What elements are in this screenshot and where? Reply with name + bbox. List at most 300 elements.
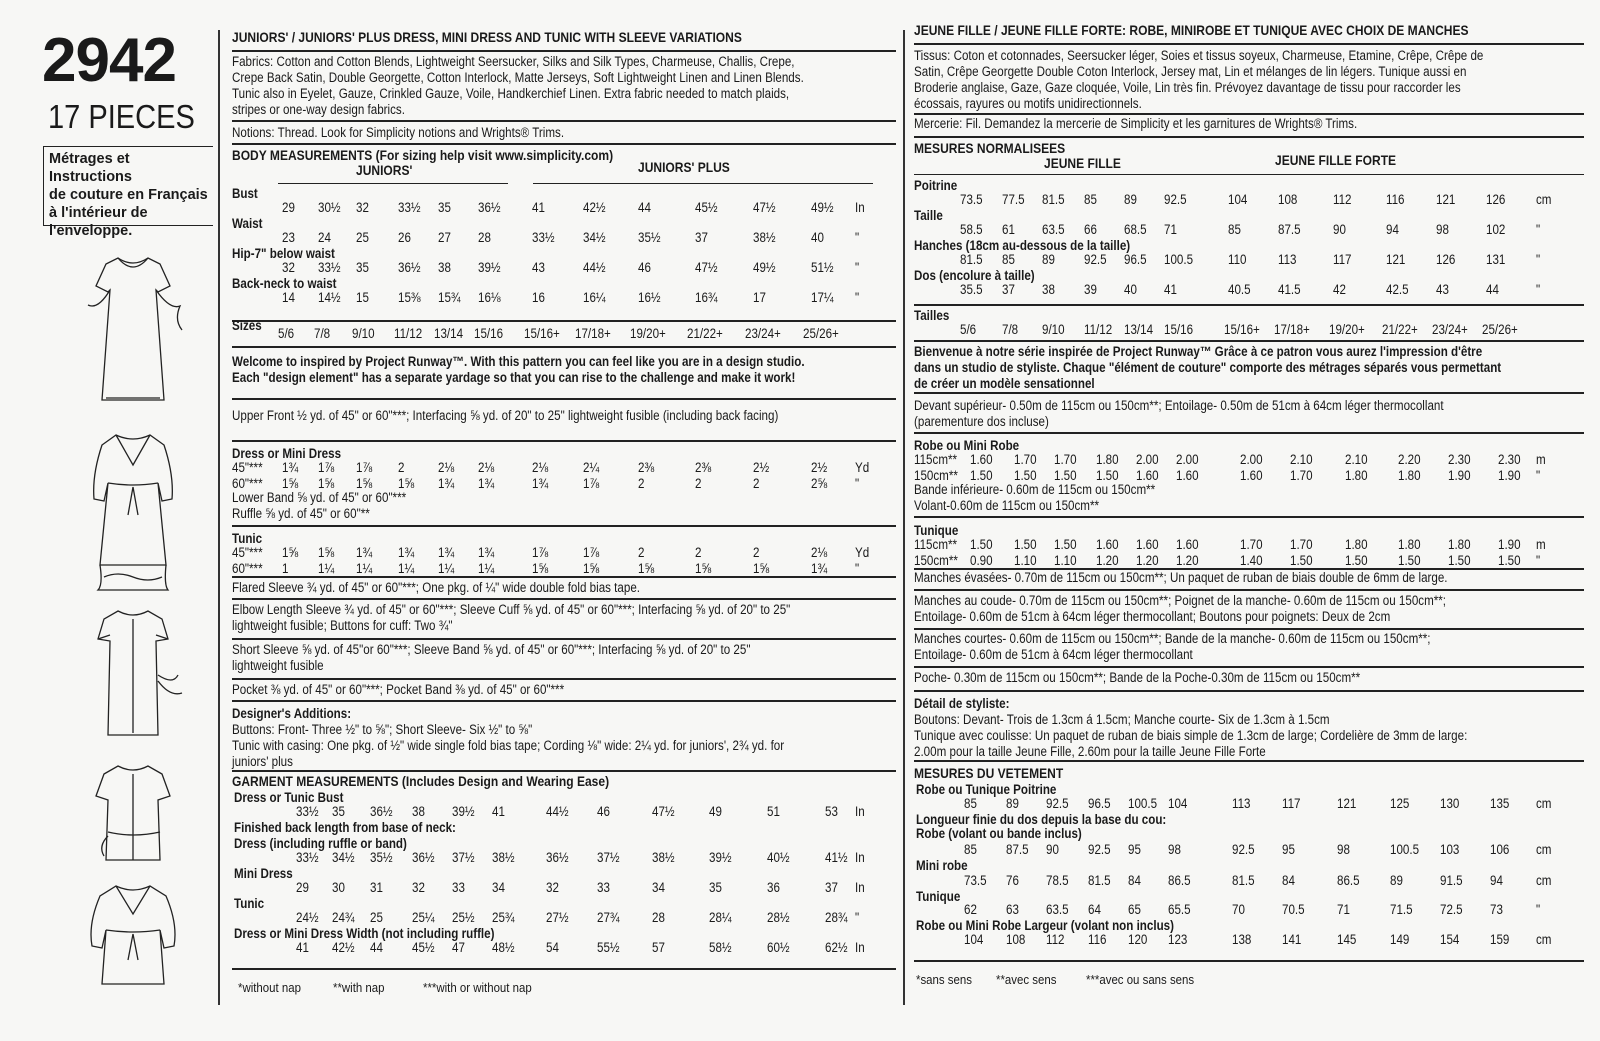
garment-unit: In [855,880,865,895]
garment-cell: 81.5 [1088,873,1111,888]
rule [232,576,896,578]
measure-cell: 47½ [753,200,776,215]
yardage-cell: 1.20 [1096,553,1119,568]
yardage-cell: 1.50 [970,468,993,483]
garment-cell: 96.5 [1088,796,1111,811]
garment-cell: 38½ [652,850,675,865]
yardage-cell: 1.50 [970,537,993,552]
rule [232,678,896,680]
garment-cell: 89 [1390,873,1403,888]
garment-title: GARMENT MEASUREMENTS (Includes Design and Wearing Ease) [232,773,610,789]
size-cell: 5/6 [278,326,295,341]
yardage-cell: 1⅝ [318,476,335,491]
garment-label: Dress or Mini Dress Width (not including ruffle) [234,926,495,941]
measure-cell: 63.5 [1042,222,1065,237]
garment-cell: 116 [1088,932,1107,947]
pattern-number: 2942 [42,26,176,95]
fabrics-line: Crepe Back Satin, Double Georgette, Cotton Interlock, Matte Jerseys, Soft Lightweight Linen and Linen Blends. [232,70,804,85]
elbow-sleeve: Elbow Length Sleeve ¾ yd. of 45" or 60"***; Sleeve Cuff ⅝ yd. of 45" or 60"***; Interfacing ⅝ yd. of 20" to 25" [232,602,791,617]
sizes-label: Tailles [914,308,950,323]
measure-cell: 35½ [638,230,661,245]
measure-label: Hanches (18cm au-dessous de la taille) [914,238,1131,253]
garment-cell: 39½ [452,804,475,819]
yardage-cell: 2⅝ [811,476,828,491]
size-cell: 23/24+ [1432,322,1468,337]
size-cell: 17/18+ [1274,322,1310,337]
garment-cell: 106 [1490,842,1510,857]
size-cell: 13/14 [1124,322,1154,337]
yardage-cell: 1¾ [478,476,495,491]
garment-cell: 33 [452,880,465,895]
yardage-cell: 2.10 [1290,452,1313,467]
yardage-cell: 2⅜ [638,460,655,475]
yardage-cell: 2 [753,476,760,491]
garment-cell: 53 [825,804,838,819]
yardage-cell: 1.70 [1240,537,1263,552]
measure-cell: 36½ [398,260,421,275]
measure-cell: 44 [638,200,651,215]
garment-cell: 92.5 [1088,842,1111,857]
measure-cell: 33½ [398,200,421,215]
measure-cell: 71 [1164,222,1177,237]
mini-dress-short-sleeve-sketch [78,605,188,745]
fabrics-line: Fabrics: Cotton and Cotton Blends, Lightweight Seersucker, Silks and Silk Types, Charmeuse, Challis, Crepe, [232,54,795,69]
measure-label: Taille [914,208,943,223]
measure-cell: 35.5 [960,282,983,297]
garment-cell: 49 [709,804,722,819]
garment-cell: 42½ [332,940,355,955]
yardage-unit: m [1536,452,1546,467]
garment-cell: 33½ [296,804,319,819]
footnote: **avec sens [996,972,1057,987]
garment-cell: 73.5 [964,873,987,888]
garment-unit: In [855,804,865,819]
measure-label: Hip-7" below waist [232,246,335,261]
garment-cell: 60½ [767,940,790,955]
upper-front: (parementure dos incluse) [914,414,1049,429]
yardage-cell: 1⅞ [318,460,335,475]
yardage-cell: 1.90 [1448,468,1471,483]
measure-cell: 16 [532,290,545,305]
measure-cell: 110 [1228,252,1247,267]
garment-unit: In [855,940,865,955]
fabric-width-label: 60"*** [232,561,263,576]
measure-cell: 89 [1124,192,1137,207]
measure-cell: 32 [356,200,369,215]
yardage-cell: 1.60 [1176,537,1199,552]
measure-cell: 87.5 [1278,222,1301,237]
measure-cell: 41 [1164,282,1177,297]
garment-cell: 120 [1128,932,1148,947]
garment-cell: 94 [1490,873,1503,888]
sizes-label: Sizes [232,318,262,333]
measure-cell: 44½ [583,260,606,275]
measure-cell: 34½ [583,230,606,245]
garment-cell: 28¾ [825,910,848,925]
short-sleeve: Entoilage- 0.60m de 51cm à 64cm léger thermocollant [914,647,1193,662]
measure-cell: 61 [1002,222,1015,237]
yardage-cell: 1.80 [1398,537,1421,552]
measure-cell: 39 [1084,282,1097,297]
rule [232,968,896,970]
fabrics-line: Satin, Crêpe Georgette Double Coton Interlock, Jersey mat, Lin et mélanges de lin légers. Tunique aussi en [914,64,1467,79]
measure-cell: 39½ [478,260,501,275]
yardage-cell: 1.20 [1176,553,1199,568]
yardage-cell: 2 [638,476,645,491]
size-cell: 19/20+ [1329,322,1365,337]
measure-cell: 85 [1228,222,1241,237]
garment-cell: 125 [1390,796,1410,811]
measure-cell: 100.5 [1164,252,1194,267]
welcome-line: Welcome to inspired by Project Runway™. With this pattern you can feel like you are in a design studio. [232,354,805,369]
garment-cell: 29 [296,880,309,895]
measure-unit: " [1536,252,1541,267]
garment-cell: 145 [1337,932,1357,947]
garment-cell: 104 [1168,796,1188,811]
size-cell: 25/26+ [1482,322,1518,337]
welcome-line: de créer un modèle sensationnel [914,376,1095,391]
designer-line: Tunique avec coulisse: Un paquet de ruban de biais simple de 1.3cm de large; Cordelière de 3mm de large: [914,728,1468,743]
yardage-cell: 2⅜ [695,460,712,475]
yardage-cell: 1¾ [438,545,455,560]
garment-unit: " [1536,902,1541,917]
designer-line: Tunic with casing: One pkg. of ½" wide single fold bias tape; Cording ⅛" wide: 2¼ yd. for juniors', 2¾ yd. for [232,738,785,753]
garment-label: Tunic [234,896,265,911]
garment-cell: 32 [546,880,559,895]
yardage-cell: 1⅝ [356,476,373,491]
designer-line: Buttons: Front- Three ½" to ⅝"; Short Sleeve- Six ½" to ⅝" [232,722,533,737]
garment-cell: 138 [1232,932,1252,947]
garment-label: Longueur finie du dos depuis la base du cou: [916,812,1167,827]
measure-cell: 77.5 [1002,192,1025,207]
size-cell: 5/6 [960,322,977,337]
short-sleeve: Manches courtes- 0.60m de 115cm ou 150cm**; Bande de la manche- 0.60m de 115cm ou 150cm**; [914,631,1431,646]
yardage-cell: 1.50 [1398,553,1421,568]
measure-unit: In [855,200,865,215]
tunic-label: Tunique [914,523,959,538]
garment-cell: 81.5 [1232,873,1255,888]
garment-cell: 36½ [546,850,569,865]
garment-cell: 100.5 [1390,842,1420,857]
yardage-cell: 2.00 [1136,452,1159,467]
fabrics-line: Tunic also in Eyelet, Gauze, Crinkled Gauze, Voile, Handkerchief Linen. Extra fabric needed to match plaids, [232,86,790,101]
garment-label: Mini Dress [234,866,293,881]
rule [232,770,896,772]
measure-cell: 16¼ [583,290,606,305]
measure-cell: 35 [438,200,451,215]
yardage-cell: 1.40 [1240,553,1263,568]
yardage-cell: 1.60 [1240,468,1263,483]
yardage-cell: 1.20 [1136,553,1159,568]
rule [914,304,1584,306]
garment-cell: 112 [1046,932,1065,947]
measure-cell: 92.5 [1164,192,1187,207]
garment-cell: 98 [1168,842,1181,857]
size-cell: 15/16+ [1224,322,1260,337]
garment-unit: cm [1536,842,1552,857]
notions-line: Mercerie: Fil. Demandez la mercerie de Simplicity et les garnitures de Wrights® Trims. [914,116,1358,131]
rule [914,174,1584,175]
yardage-cell: 1.50 [1498,553,1521,568]
yardage-cell: 0.90 [970,553,993,568]
garment-cell: 28 [652,910,665,925]
yardage-cell: 1⅝ [638,561,655,576]
yardage-cell: 2½ [811,460,828,475]
garment-cell: 25¼ [412,910,435,925]
welcome-line: Bienvenue à notre série inspirée de Project Runway™ Grâce à ce patron vous aurez l'impression d'être [914,344,1483,359]
garment-cell: 64 [1088,902,1101,917]
yardage-unit: " [855,561,860,576]
garment-cell: 44½ [546,804,569,819]
yardage-cell: 1¾ [532,476,549,491]
garment-cell: 36 [767,880,780,895]
yardage-cell: 1¼ [438,561,455,576]
garment-cell: 44 [370,940,383,955]
yardage-cell: 2⅛ [811,545,828,560]
yardage-cell: 1.50 [1345,553,1368,568]
garment-label: Robe ou Tunique Poitrine [916,782,1057,797]
yardage-cell: 1⅝ [282,545,299,560]
measure-label: Bust [232,186,258,201]
measure-cell: 40.5 [1228,282,1251,297]
note-line: l'enveloppe. [49,223,133,239]
measure-cell: 40 [1124,282,1137,297]
yardage-cell: 1.10 [1014,553,1037,568]
measure-cell: 131 [1486,252,1506,267]
designer-line: Boutons: Devant- Trois de 1.3cm á 1.5cm; Manche courte- Six de 1.3cm à 1.5cm [914,712,1330,727]
measure-cell: 102 [1486,222,1506,237]
measure-cell: 14 [282,290,295,305]
yardage-cell: 1¾ [478,545,495,560]
measure-cell: 73.5 [960,192,983,207]
note-line: Métrages et Instructions [49,151,132,185]
garment-cell: 27½ [546,910,569,925]
rule [232,320,896,322]
rule [914,432,1584,434]
measure-cell: 113 [1278,252,1297,267]
garment-cell: 149 [1390,932,1410,947]
measure-cell: 108 [1278,192,1298,207]
group-juniors: JUNIORS' [356,162,413,178]
garment-unit: cm [1536,932,1552,947]
measure-label: Poitrine [914,178,958,193]
garment-cell: 34 [492,880,505,895]
measure-cell: 89 [1042,252,1055,267]
rule [232,525,896,527]
measure-cell: 46 [638,260,651,275]
yardage-cell: 1.80 [1398,468,1421,483]
yardage-cell: 1¾ [438,476,455,491]
yardage-cell: 2.10 [1345,452,1368,467]
garment-cell: 103 [1440,842,1460,857]
garment-cell: 135 [1490,796,1510,811]
fabric-width-label: 45"*** [232,460,263,475]
garment-cell: 89 [1006,796,1019,811]
dress-label: Dress or Mini Dress [232,446,342,461]
measure-unit: " [855,290,860,305]
yardage-cell: 2 [695,545,702,560]
fabric-width-label: 150cm** [914,553,958,568]
yardage-cell: 1.50 [1096,468,1119,483]
fabrics-line: Broderie anglaise, Gaze, Gaze cloquée, Voile, Lin très fin. Prévoyez davantage de tissu pour raccorder les [914,80,1461,95]
yardage-cell: 1⅝ [583,561,600,576]
rule [914,666,1584,668]
garment-label: Finished back length from base of neck: [234,820,456,835]
garment-label: Robe (volant ou bande inclus) [916,826,1082,841]
yardage-unit: " [1536,468,1541,483]
measure-cell: 15¾ [438,290,461,305]
size-cell: 7/8 [314,326,331,341]
garment-cell: 91.5 [1440,873,1463,888]
welcome-line: dans un studio de styliste. Chaque "élément de couture" comporte des métrages séparés vous permettant [914,360,1502,375]
footnote: *without nap [238,980,301,995]
pocket: Pocket ⅜ yd. of 45" or 60"***; Pocket Band ⅜ yd. of 45" or 60"*** [232,682,565,697]
rule [232,598,896,600]
yardage-cell: 1.60 [970,452,993,467]
designer-title: Détail de styliste: [914,696,1010,711]
measure-cell: 116 [1386,192,1405,207]
measure-unit: " [855,260,860,275]
measure-cell: 90 [1333,222,1346,237]
garment-cell: 92.5 [1232,842,1255,857]
measure-cell: 41 [532,200,545,215]
garment-cell: 85 [964,796,977,811]
measure-cell: 35 [356,260,369,275]
garment-cell: 76 [1006,873,1019,888]
yardage-cell: 2.00 [1240,452,1263,467]
rule [278,183,508,184]
measure-cell: 117 [1333,252,1352,267]
yardage-cell: 1.60 [1096,537,1119,552]
yardage-cell: 1⅝ [318,545,335,560]
garment-cell: 32 [412,880,425,895]
fabric-width-label: 115cm** [914,452,958,467]
yardage-unit: " [855,476,860,491]
garment-unit: " [855,910,860,925]
measure-cell: 66 [1084,222,1097,237]
measure-cell: 38 [438,260,451,275]
measure-unit: " [1536,282,1541,297]
garment-cell: 71 [1337,902,1350,917]
divider [903,30,905,1005]
yardage-unit: Yd [855,545,870,560]
rule [914,136,1584,138]
yardage-cell: 1¼ [318,561,335,576]
yardage-cell: 1⅝ [282,476,299,491]
measure-cell: 42.5 [1386,282,1409,297]
yardage-cell: 1.80 [1345,537,1368,552]
measure-cell: 94 [1386,222,1399,237]
size-cell: 21/22+ [1382,322,1418,337]
fabric-width-label: 60"*** [232,476,263,491]
fabrics-line: écossais, rayures ou motifs unidirectionnels. [914,96,1142,111]
fabric-width-label: 150cm** [914,468,958,483]
measure-cell: 32 [282,260,295,275]
rule [914,43,1584,45]
measure-cell: 16½ [638,290,661,305]
garment-cell: 84 [1282,873,1295,888]
yardage-cell: 1⅞ [583,545,600,560]
yardage-cell: 1⅞ [532,545,549,560]
measure-cell: 23 [282,230,295,245]
garment-cell: 70 [1232,902,1245,917]
measure-label: Waist [232,216,263,231]
rule [914,589,1584,591]
garment-cell: 71.5 [1390,902,1413,917]
yardage-cell: 1¾ [398,545,415,560]
garment-cell: 87.5 [1006,842,1029,857]
rule [914,113,1584,115]
size-cell: 15/16 [1164,322,1194,337]
yardage-cell: 1.50 [1014,537,1037,552]
group-juniors-plus: JUNIORS' PLUS [638,159,730,175]
garment-cell: 95 [1128,842,1141,857]
garment-cell: 113 [1232,796,1251,811]
size-cell: 21/22+ [687,326,723,341]
garment-cell: 37½ [452,850,475,865]
rule [914,690,1584,692]
garment-cell: 73 [1490,902,1503,917]
yardage-cell: 2 [638,545,645,560]
garment-cell: 28¼ [709,910,732,925]
yardage-cell: 2 [398,460,405,475]
measure-cell: 85 [1084,192,1097,207]
yardage-cell: 2.00 [1176,452,1199,467]
garment-label: Mini robe [916,858,968,873]
measure-cell: 81.5 [1042,192,1065,207]
rule [914,760,1584,762]
yardage-cell: 1.80 [1345,468,1368,483]
elbow-sleeve: lightweight fusible; Buttons for cuff: Two ¾" [232,618,453,633]
garment-cell: 65 [1128,902,1141,917]
size-cell: 15/16 [474,326,504,341]
yardage-cell: 2⅛ [532,460,549,475]
size-cell: 9/10 [352,326,375,341]
garment-cell: 33 [597,880,610,895]
body-measurements-title: BODY MEASUREMENTS (For sizing help visit www.simplicity.com) [232,147,614,163]
measure-cell: 28 [478,230,491,245]
rule [232,50,896,52]
garment-cell: 47½ [652,804,675,819]
garment-cell: 24½ [296,910,319,925]
garment-cell: 63.5 [1046,902,1069,917]
measure-cell: 41.5 [1278,282,1301,297]
garment-label: Tunique [916,889,961,904]
measure-cell: 33½ [532,230,555,245]
garment-cell: 95 [1282,842,1295,857]
divider [218,30,220,1005]
tunic-casing-sketch [78,760,188,870]
welcome-line: Each "design element" has a separate yardage so that you can rise to the challenge and make it work! [232,370,796,385]
yardage-cell: 1.70 [1054,452,1077,467]
yardage-cell: 1.70 [1290,468,1313,483]
garment-label: Robe ou Mini Robe Largeur (volant non inclus) [916,918,1174,933]
garment-cell: 47 [452,940,465,955]
garment-cell: 98 [1337,842,1350,857]
yardage-cell: 1.50 [1448,553,1471,568]
fabrics-line: Tissus: Coton et cotonnades, Seersucker léger, Soies et tissus soyeux, Charmeuse, Etamine, Crêpe, Crêpe de [914,48,1484,63]
measure-cell: 43 [532,260,545,275]
yardage-cell: 1 [282,561,289,576]
cover-column [0,0,215,1041]
garment-cell: 36½ [370,804,393,819]
measure-cell: 49½ [753,260,776,275]
french-column [910,22,1590,1013]
garment-cell: 34½ [332,850,355,865]
garment-cell: 37 [825,880,838,895]
ruffle: Volant-0.60m de 115cm ou 150cm** [914,498,1100,513]
garment-cell: 55½ [597,940,620,955]
